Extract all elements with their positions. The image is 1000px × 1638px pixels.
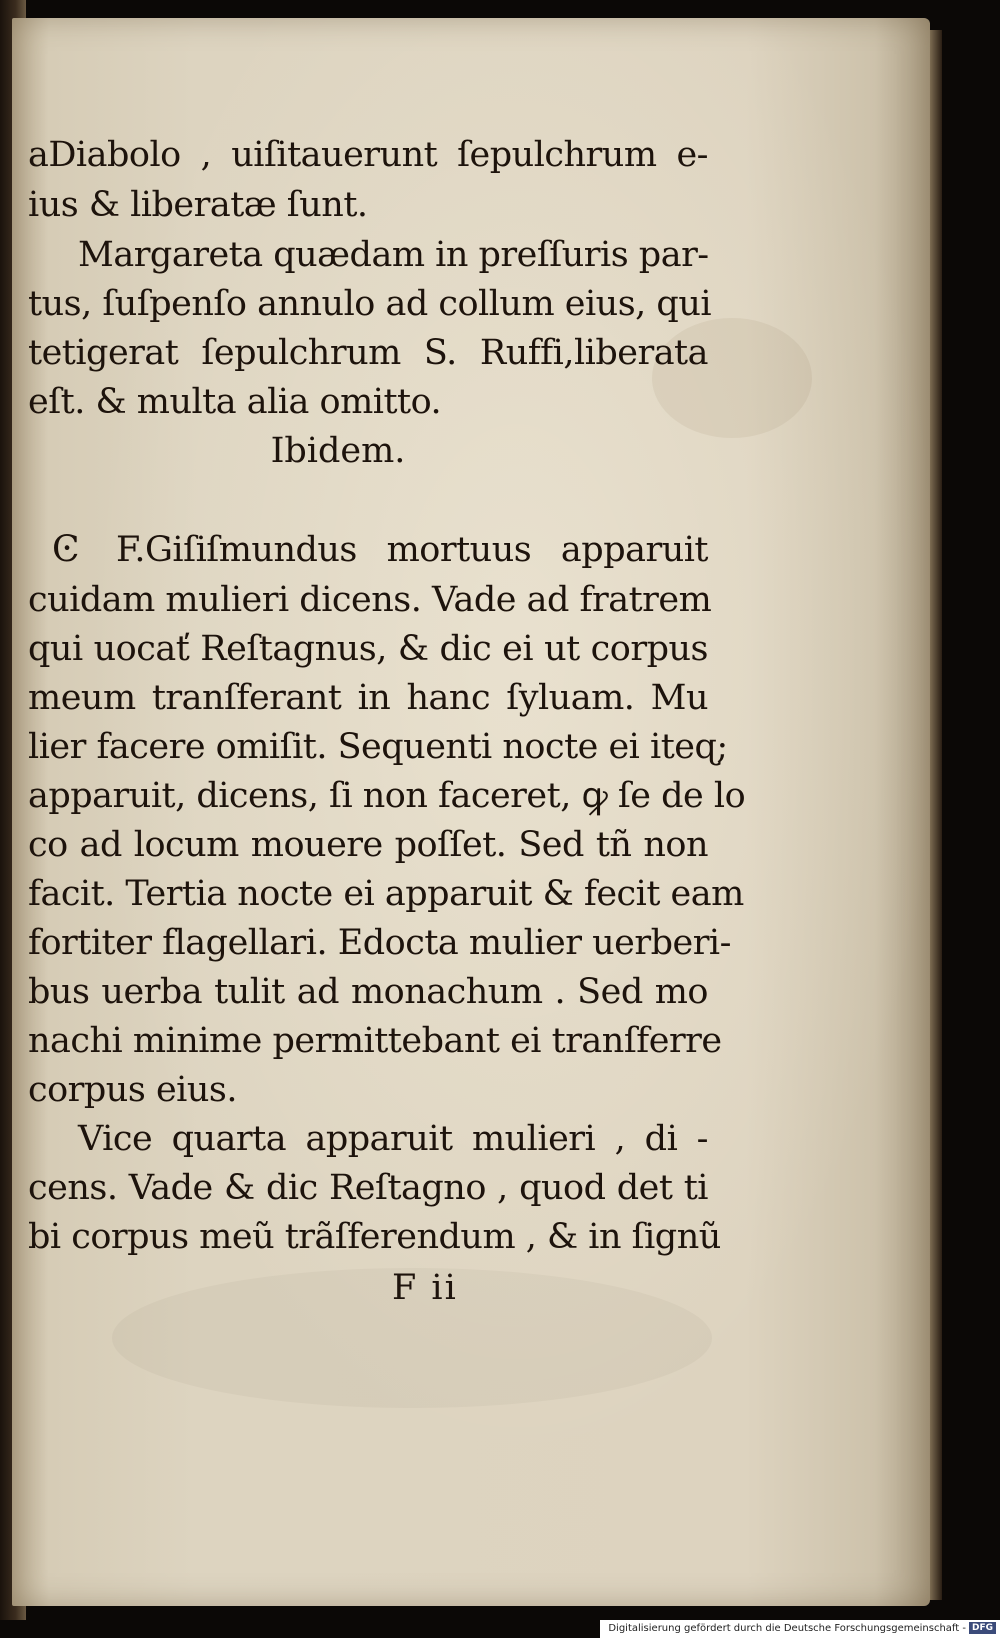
text-line-20: cens. Vade & dic Reſtagno , quod det ti xyxy=(28,1168,708,1208)
text-line-1: aDiabolo , uiſitauerunt ſepulchrum e- xyxy=(28,135,708,175)
text-line-8: cuidam mulieri dicens. Vade ad fratrem xyxy=(28,580,712,620)
text-line-17: nachi minime permittebant ei tranſferre xyxy=(28,1021,722,1061)
text-line-9: qui uocať Reſtagnus, & dic ei ut corpus xyxy=(28,629,708,669)
book-page xyxy=(12,18,930,1606)
text-line-19: Vice quarta apparuit mulieri , di - xyxy=(78,1119,708,1159)
page-edge-shadow xyxy=(930,30,942,1600)
text-line-12: apparuit, dicens, ſi non faceret, ꝙ ſe de lo xyxy=(28,776,746,816)
section-heading-ibidem: Ibidem. xyxy=(270,431,406,471)
text-line-13: co ad locum mouere poſſet. Sed tñ non xyxy=(28,825,708,865)
text-line-11: lier facere omiſit. Sequenti nocte ei iteɋ; xyxy=(28,727,728,767)
pilcrow-mark xyxy=(52,530,82,570)
text-line-18: corpus eius. xyxy=(28,1070,237,1110)
text-line-2: ius & liberatæ ſunt. xyxy=(28,185,368,225)
text-line-3: Margareta quædam in preſſuris par- xyxy=(78,235,709,275)
text-line-4: tus, ſuſpenſo annulo ad collum eius, qui xyxy=(28,284,712,324)
pilcrow-icon: Ͼ xyxy=(52,529,80,570)
text-line-7: F.Giſiſmundus mortuus apparuit xyxy=(116,530,708,570)
text-line-15: fortiter flagellari. Edocta mulier uerberi- xyxy=(28,923,731,963)
dfg-footer xyxy=(600,1620,1000,1638)
text-line-16: bus uerba tulit ad monachum . Sed mo xyxy=(28,972,708,1012)
text-line-5: tetigerat ſepulchrum S. Ruffi,liberata xyxy=(28,333,708,373)
dfg-logo: DFG xyxy=(969,1622,996,1634)
footer-text: Digitalisierung gefördert durch die Deutsche Forschungsgemeinschaft - xyxy=(608,1623,966,1634)
text-line-14: facit. Tertia nocte ei apparuit & fecit eam xyxy=(28,874,744,914)
text-line-10: meum tranſferant in hanc ſyluam. Mu xyxy=(28,678,708,718)
text-line-6: eſt. & multa alia omitto. xyxy=(28,382,442,422)
text-line-21: bi corpus meũ trãſferendum , & in ſignũ xyxy=(28,1217,721,1257)
signature-mark: F ii xyxy=(392,1268,458,1308)
